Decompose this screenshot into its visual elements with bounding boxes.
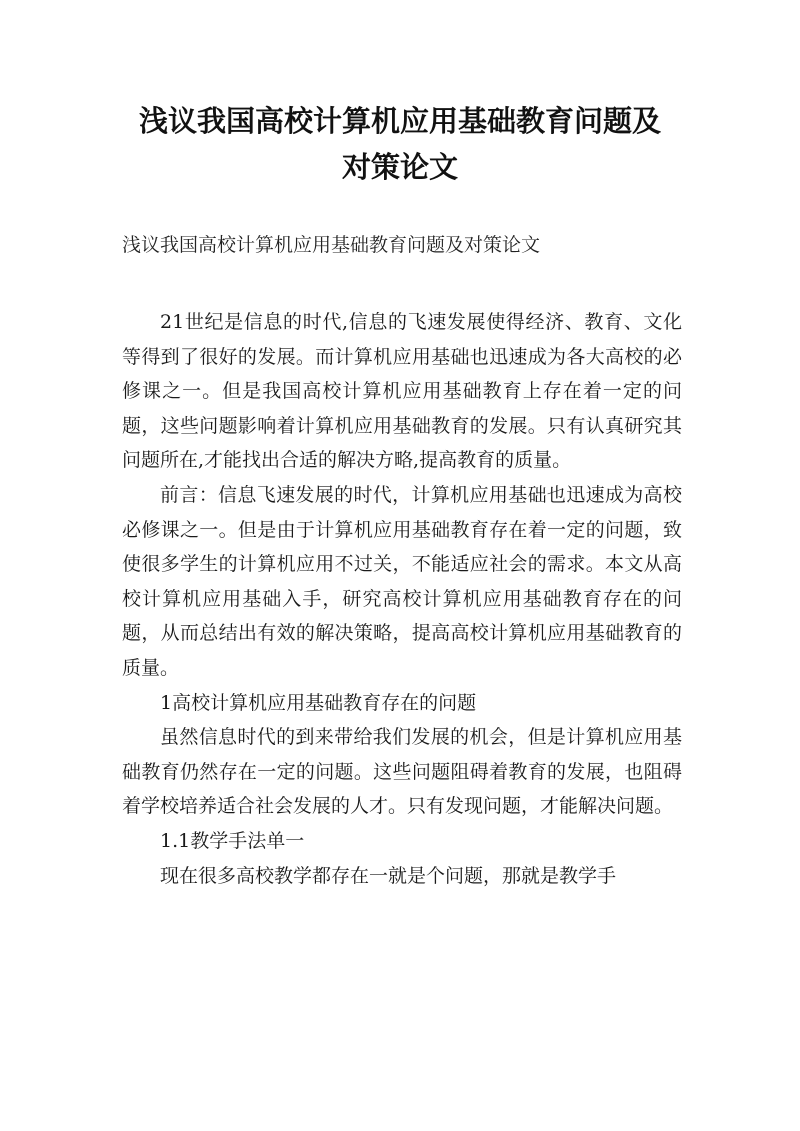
paragraph-intro: 21世纪是信息的时代,信息的飞速发展使得经济、教育、文化等得到了很好的发展。而计算机应用基础也迅速成为各大高校的必修课之一。但是我国高校计算机应用基础教育上存在着一定的问题，这些问题影响着计算机应用基础教育的发展。只有认真研究其问题所在,才能找出合适的解决方略,提高教育的质量。	[122, 311, 682, 472]
title-line-2: 对策论文	[341, 150, 458, 184]
document-subtitle: 浅议我国高校计算机应用基础教育问题及对策论文	[122, 234, 541, 256]
document-body	[122, 305, 682, 893]
paragraph-section-1: 虽然信息时代的到来带给我们发展的机会，但是计算机应用基础教育仍然存在一定的问题。这些问题阻碍着教育的发展，也阻碍着学校培养适合社会发展的人才。只有发现问题，才能解决问题。	[122, 726, 682, 818]
title-line-1: 浅议我国高校计算机应用基础教育问题及	[138, 104, 661, 138]
document-title	[100, 98, 700, 190]
section-heading-1-1: 1.1教学手法单一	[160, 829, 305, 852]
paragraph-preface: 前言：信息飞速发展的时代，计算机应用基础也迅速成为高校必修课之一。但是由于计算机应用基础教育存在着一定的问题，致使很多学生的计算机应用不过关，不能适应社会的需求。本文从高校计算机应用基础入手，研究高校计算机应用基础教育存在的问题，从而总结出有效的解决策略，提高高校计算机应用基础教育的质量。	[122, 483, 682, 679]
section-heading-1: 1高校计算机应用基础教育存在的问题	[160, 691, 477, 714]
paragraph-section-1-1: 现在很多高校教学都存在一就是个问题，那就是教学手	[160, 864, 617, 887]
